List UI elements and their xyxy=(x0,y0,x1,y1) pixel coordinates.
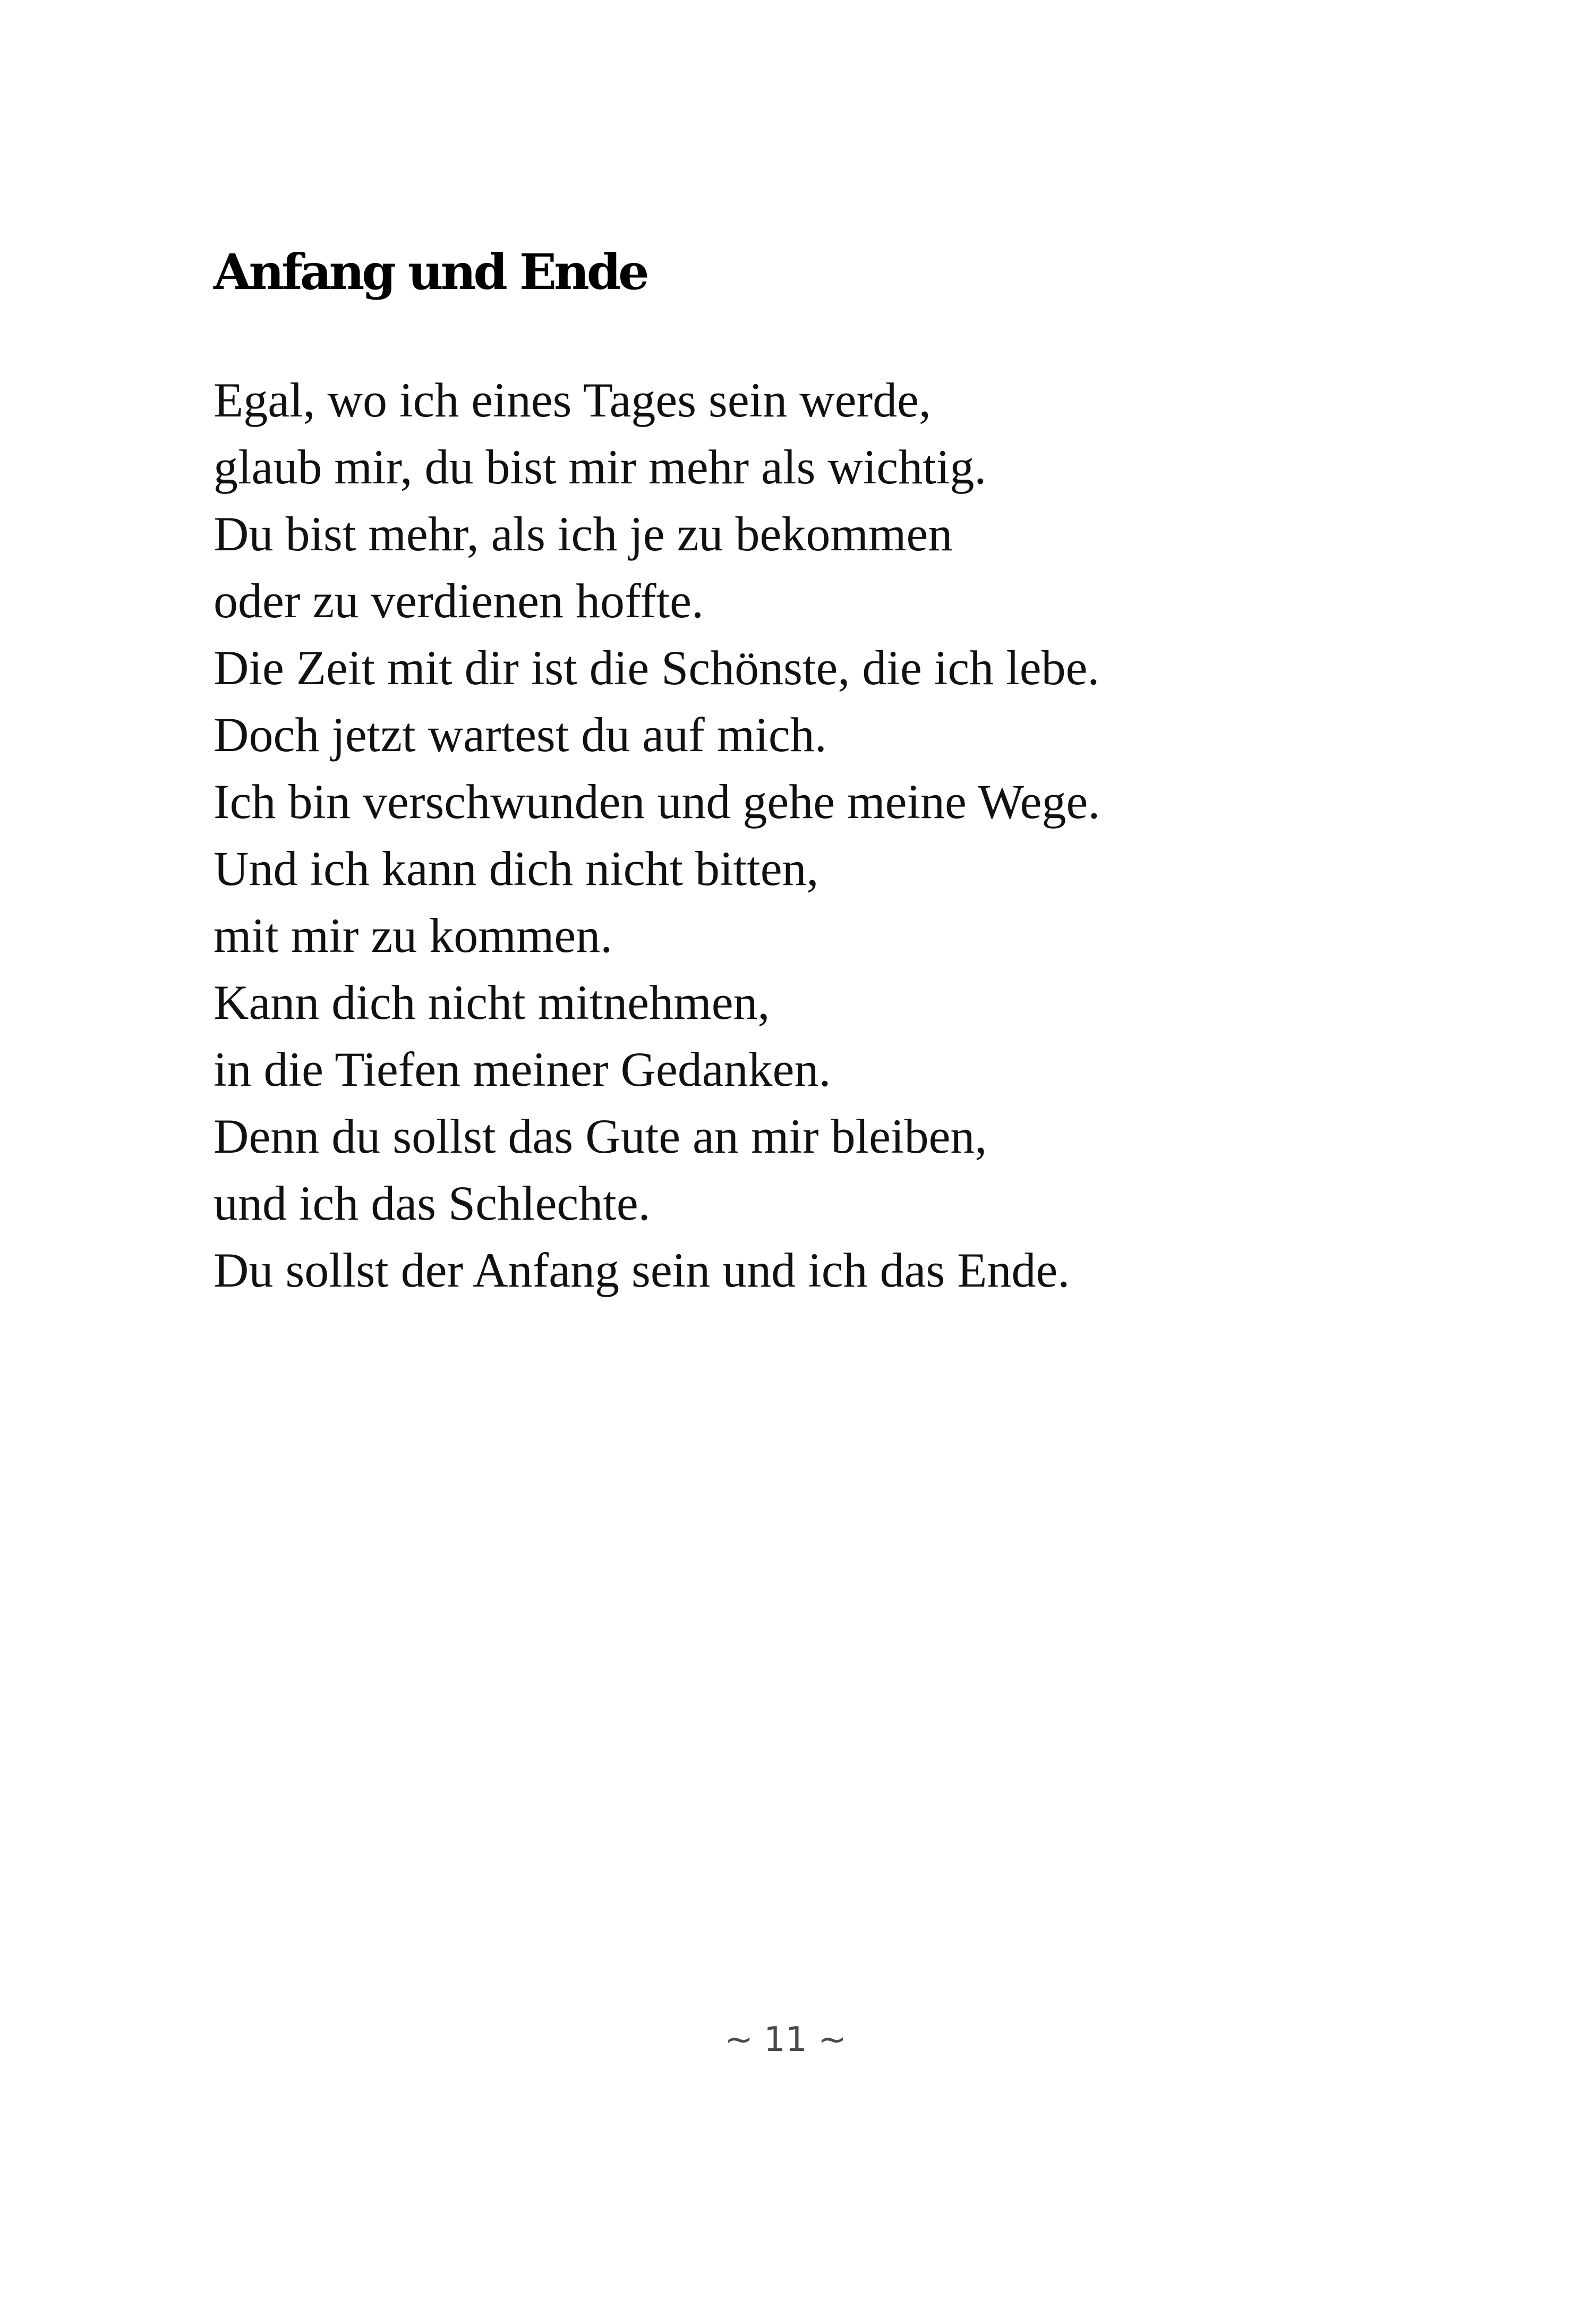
poem-line: Du sollst der Anfang sein und ich das Ende. xyxy=(214,1243,1070,1297)
poem-line: Die Zeit mit dir ist die Schönste, die ich lebe. xyxy=(214,641,1100,695)
poem-line: Doch jetzt wartest du auf mich. xyxy=(214,708,827,762)
poem-line: Egal, wo ich eines Tages sein werde, xyxy=(214,373,931,427)
poem-line: Du bist mehr, als ich je zu bekommen xyxy=(214,507,953,561)
poem-line: und ich das Schlechte. xyxy=(214,1176,651,1230)
poem-line: Ich bin verschwunden und gehe meine Wege. xyxy=(214,774,1100,829)
poem-line: mit mir zu kommen. xyxy=(214,908,613,963)
poem-line: Kann dich nicht mitnehmen, xyxy=(214,975,770,1029)
poem-line: in die Tiefen meiner Gedanken. xyxy=(214,1042,831,1096)
poem-line: oder zu verdienen hoffte. xyxy=(214,574,704,628)
page-number: ~ 11 ~ xyxy=(724,2020,847,2059)
poem-body xyxy=(214,367,1100,1304)
poem-line: Und ich kann dich nicht bitten, xyxy=(214,841,819,896)
poem-line: glaub mir, du bist mir mehr als wichtig. xyxy=(214,440,987,494)
poem-line: Denn du sollst das Gute an mir bleiben, xyxy=(214,1109,987,1163)
poem-title: Anfang und Ende xyxy=(214,243,647,301)
